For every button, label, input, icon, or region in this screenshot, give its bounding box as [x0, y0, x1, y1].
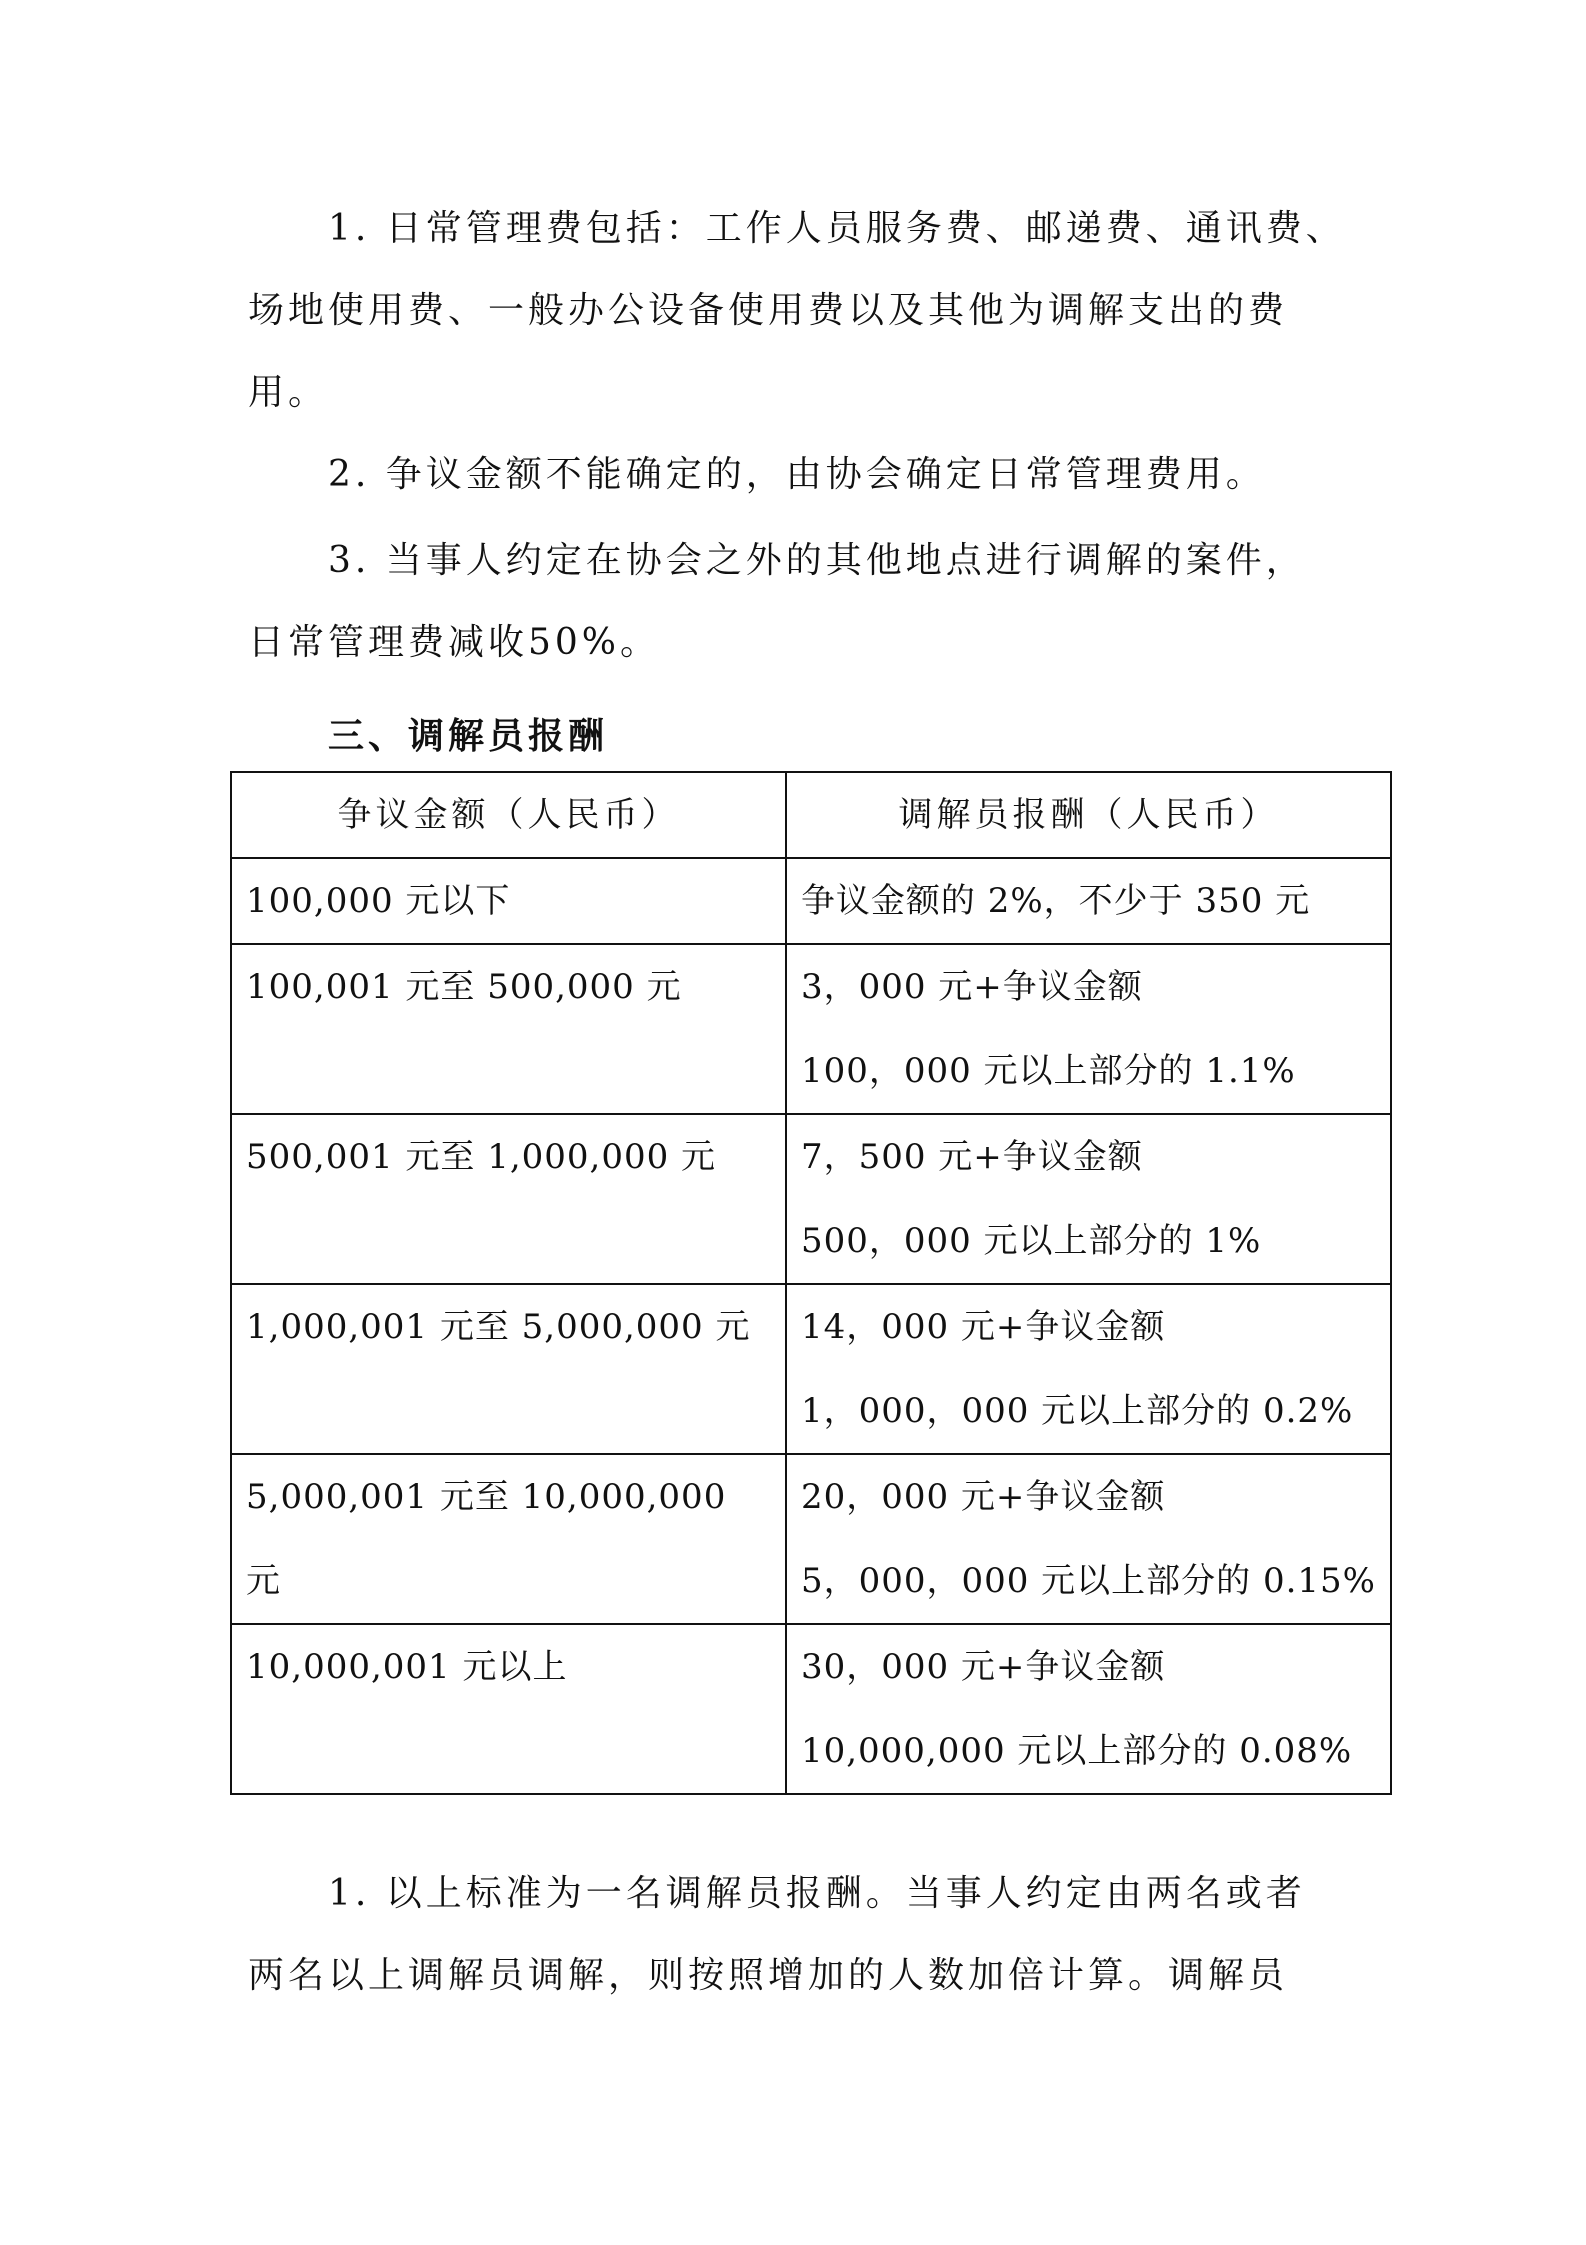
table-cell-amount	[231, 944, 786, 1114]
paragraph-item-3	[248, 520, 1348, 684]
table-header-fee: 调解员报酬（人民币）	[786, 772, 1391, 858]
table-cell-fee	[786, 1454, 1391, 1624]
table-cell-amount	[231, 1284, 786, 1454]
paragraph-line: 用。	[248, 372, 329, 413]
table-cell-fee	[786, 944, 1391, 1114]
table-cell-fee	[786, 1114, 1391, 1284]
table-row	[231, 1284, 1391, 1454]
section-heading: 三、调解员报酬	[328, 715, 609, 757]
table-cell-fee	[786, 1284, 1391, 1454]
paragraph-line: 日常管理费减收50%。	[248, 622, 661, 663]
cell-line: 10,000,001 元以上	[246, 1647, 568, 1687]
cell-line: 1,000,001 元至 5,000,000 元	[246, 1307, 751, 1347]
table-cell-amount	[231, 1624, 786, 1794]
paragraph-item-2	[248, 434, 1348, 516]
cell-line: 3，000 元+争议金额	[800, 967, 1143, 1007]
table-cell-amount	[231, 1114, 786, 1284]
cell-line: 10,000,000 元以上部分的 0.08%	[800, 1731, 1353, 1771]
paragraph-line: 两名以上调解员调解，则按照增加的人数加倍计算。调解员	[248, 1955, 1289, 1996]
paragraph-closing-item	[248, 1853, 1348, 2017]
paragraph-line: 1. 日常管理费包括：工作人员服务费、邮递费、通讯费、	[328, 208, 1346, 249]
cell-line: 100,001 元至 500,000 元	[246, 967, 682, 1007]
paragraph-line: 1. 以上标准为一名调解员报酬。当事人约定由两名或者	[328, 1873, 1306, 1914]
table-row	[231, 944, 1391, 1114]
cell-line: 500，000 元以上部分的 1%	[800, 1221, 1262, 1261]
table-cell-fee	[786, 1624, 1391, 1794]
cell-line: 5,000,001 元至 10,000,000	[246, 1477, 727, 1517]
paragraph-item-1	[248, 188, 1348, 434]
cell-line: 500,001 元至 1,000,000 元	[246, 1137, 717, 1177]
cell-line: 争议金额的 2%，不少于 350 元	[800, 881, 1311, 921]
table-cell-amount	[231, 858, 786, 944]
cell-line: 元	[246, 1561, 281, 1601]
table-header-row	[231, 772, 1391, 858]
table-row	[231, 858, 1391, 944]
paragraph-line: 2. 争议金额不能确定的，由协会确定日常管理费用。	[328, 454, 1266, 495]
cell-line: 100，000 元以上部分的 1.1%	[800, 1051, 1296, 1091]
table-row	[231, 1624, 1391, 1794]
cell-line: 20，000 元+争议金额	[800, 1477, 1166, 1517]
cell-line: 1，000，000 元以上部分的 0.2%	[800, 1391, 1354, 1431]
cell-line: 30，000 元+争议金额	[800, 1647, 1166, 1687]
cell-line: 14，000 元+争议金额	[800, 1307, 1166, 1347]
table-cell-fee	[786, 858, 1391, 944]
paragraph-line: 场地使用费、一般办公设备使用费以及其他为调解支出的费	[248, 290, 1289, 331]
paragraph-line: 3. 当事人约定在协会之外的其他地点进行调解的案件，	[328, 540, 1306, 581]
table-row	[231, 1454, 1391, 1624]
cell-line: 100,000 元以下	[246, 881, 511, 921]
table-row	[231, 1114, 1391, 1284]
mediator-fee-table	[230, 771, 1392, 1795]
cell-line: 7，500 元+争议金额	[800, 1137, 1143, 1177]
cell-line: 5，000，000 元以上部分的 0.15%	[800, 1561, 1376, 1601]
table-header-amount: 争议金额（人民币）	[231, 772, 786, 858]
table-cell-amount	[231, 1454, 786, 1624]
